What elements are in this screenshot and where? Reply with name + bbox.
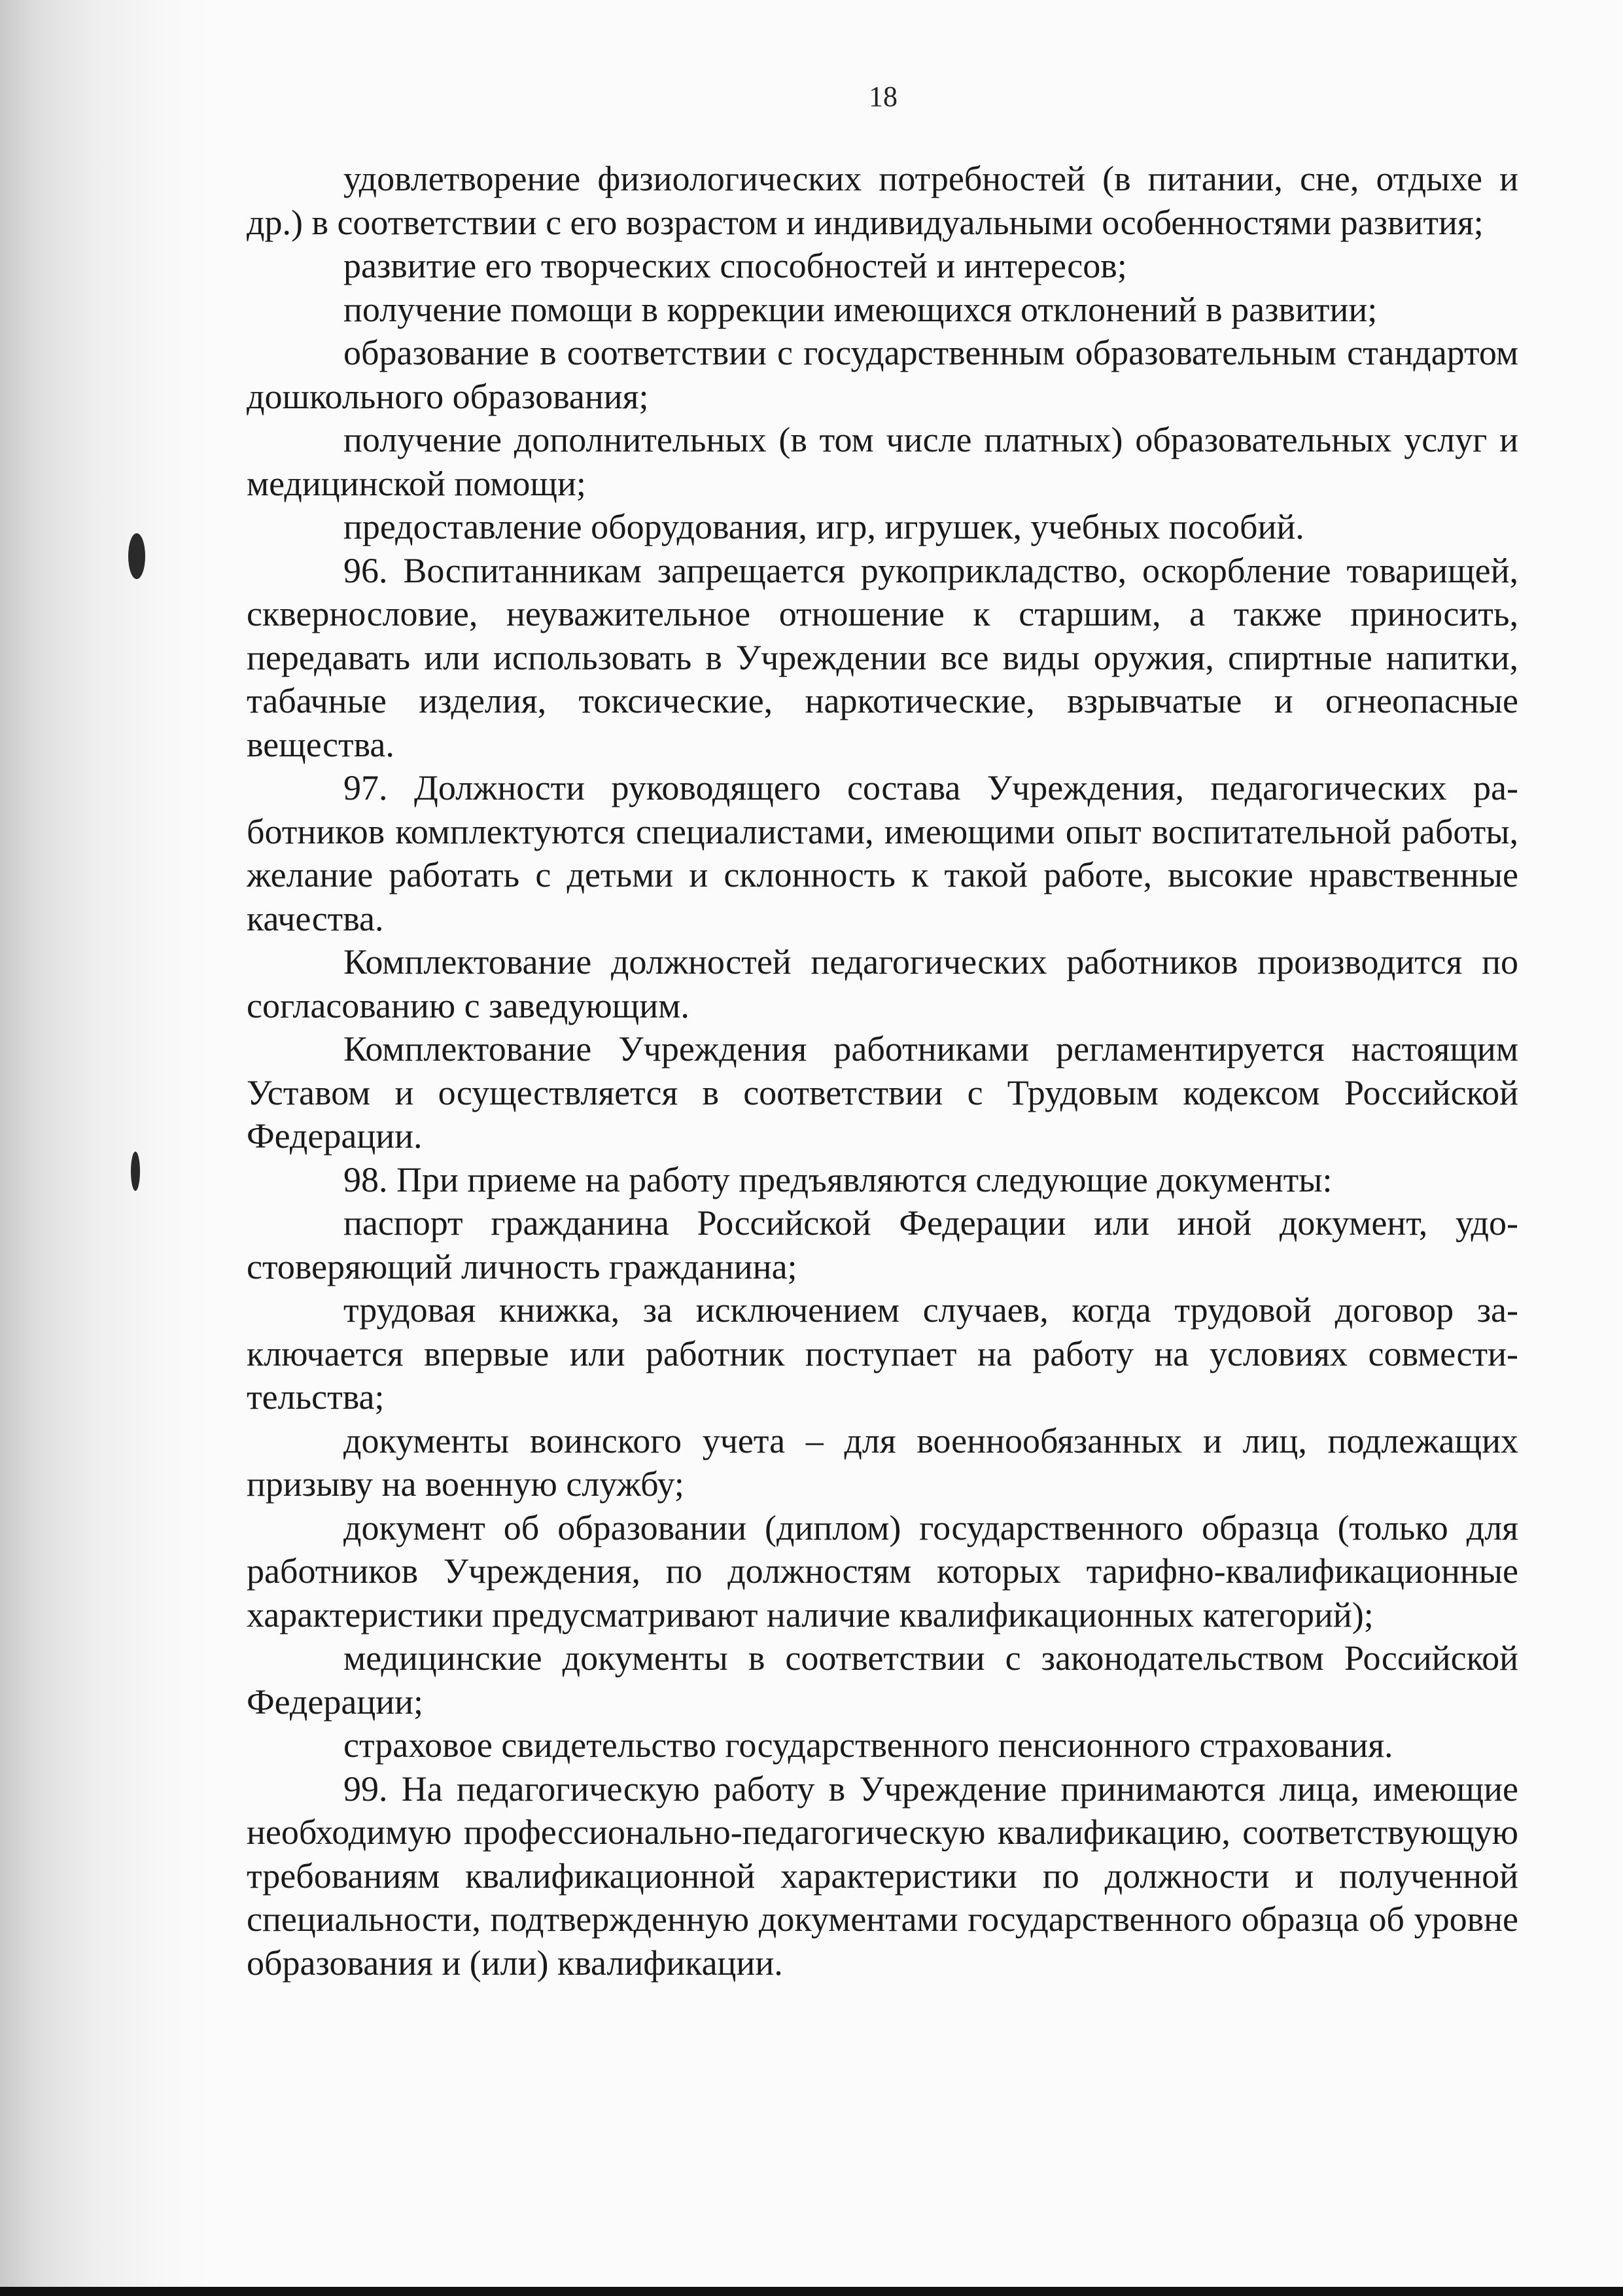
clause-99: 99. На педагогическую работу в Учреждение принимаются лица, имеющие необходимую профессионально-педагогическую квалификацию, соответствующую требованиям квалификационной характеристики по должности и полученной специальности, подтвержденную документами государственного образца об уровне образования и (или) квалификации.	[247, 1769, 1518, 1983]
list-item: медицинские документы в соответствии с законодательством Российской Федерации;	[247, 1638, 1518, 1722]
paragraph: Комплектование Учреждения работниками регламентируется настоящим Уставом и осуществляется в соответствии с Трудовым кодексом Российской Федерации.	[247, 1029, 1518, 1156]
list-item: предоставление оборудования, игр, игрушек, учебных пособий.	[343, 507, 1304, 546]
clause-97: 97. Должности руководящего состава Учреждения, педагогических работников комплектуются специалистами, имеющими опыт воспитательной работы, желание работать с детьми и склонность к такой работе, высокие нравственные качества.	[247, 768, 1518, 938]
list-item: получение помощи в коррекции имеющихся отклонений в развитии;	[343, 289, 1378, 329]
page-number: 18	[869, 80, 898, 113]
list-item: трудовая книжка, за исключением случаев, когда трудовой договор заключается впервые или работник поступает на работу на условиях совместительства;	[247, 1290, 1518, 1417]
list-item: образование в соответствии с государственным образовательным стандартом дошкольного образования;	[247, 333, 1518, 416]
list-item: удовлетворение физиологических потребностей (в питании, сне, отдыхе и др.) в соответствии с его возрастом и индивидуальными особенностями развития;	[247, 159, 1518, 242]
document-body	[247, 157, 1518, 1985]
list-item: паспорт гражданина Российской Федерации или иной документ, удостоверяющий личность гражданина;	[247, 1203, 1518, 1286]
paragraph: Комплектование должностей педагогических работников производится по согласованию с заведующим.	[247, 942, 1518, 1025]
list-item: развитие его творческих способностей и интересов;	[343, 246, 1127, 285]
list-item: документы воинского учета – для военнообязанных и лиц, подлежащих призыву на военную службу;	[247, 1421, 1518, 1504]
binding-shadow	[0, 0, 209, 2296]
scan-bottom-edge	[0, 2287, 1623, 2296]
clause-98: 98. При приеме на работу предъявляются следующие документы:	[343, 1159, 1333, 1199]
punch-hole-mark	[131, 1152, 140, 1191]
clause-96: 96. Воспитанникам запрещается рукоприкладство, оскорбление товарищей, сквернословие, неуважительное отношение к старшим, а также приносить, передавать или использовать в Учреждении все виды оружия, спиртные напитки, табачные изделия, токсические, наркотические, взрывчатые и огнеопасные вещества.	[247, 550, 1518, 764]
list-item: страховое свидетельство государственного пенсионного страхования.	[343, 1725, 1393, 1765]
list-item: документ об образовании (диплом) государственного образца (только для работников Учреждения, по должностям которых тарифно-квалификационные характеристики предусматривают наличие квалификационных категорий);	[247, 1508, 1518, 1634]
list-item: получение дополнительных (в том числе платных) образовательных услуг и медицинской помощи;	[247, 420, 1518, 503]
punch-hole-mark	[128, 533, 145, 579]
